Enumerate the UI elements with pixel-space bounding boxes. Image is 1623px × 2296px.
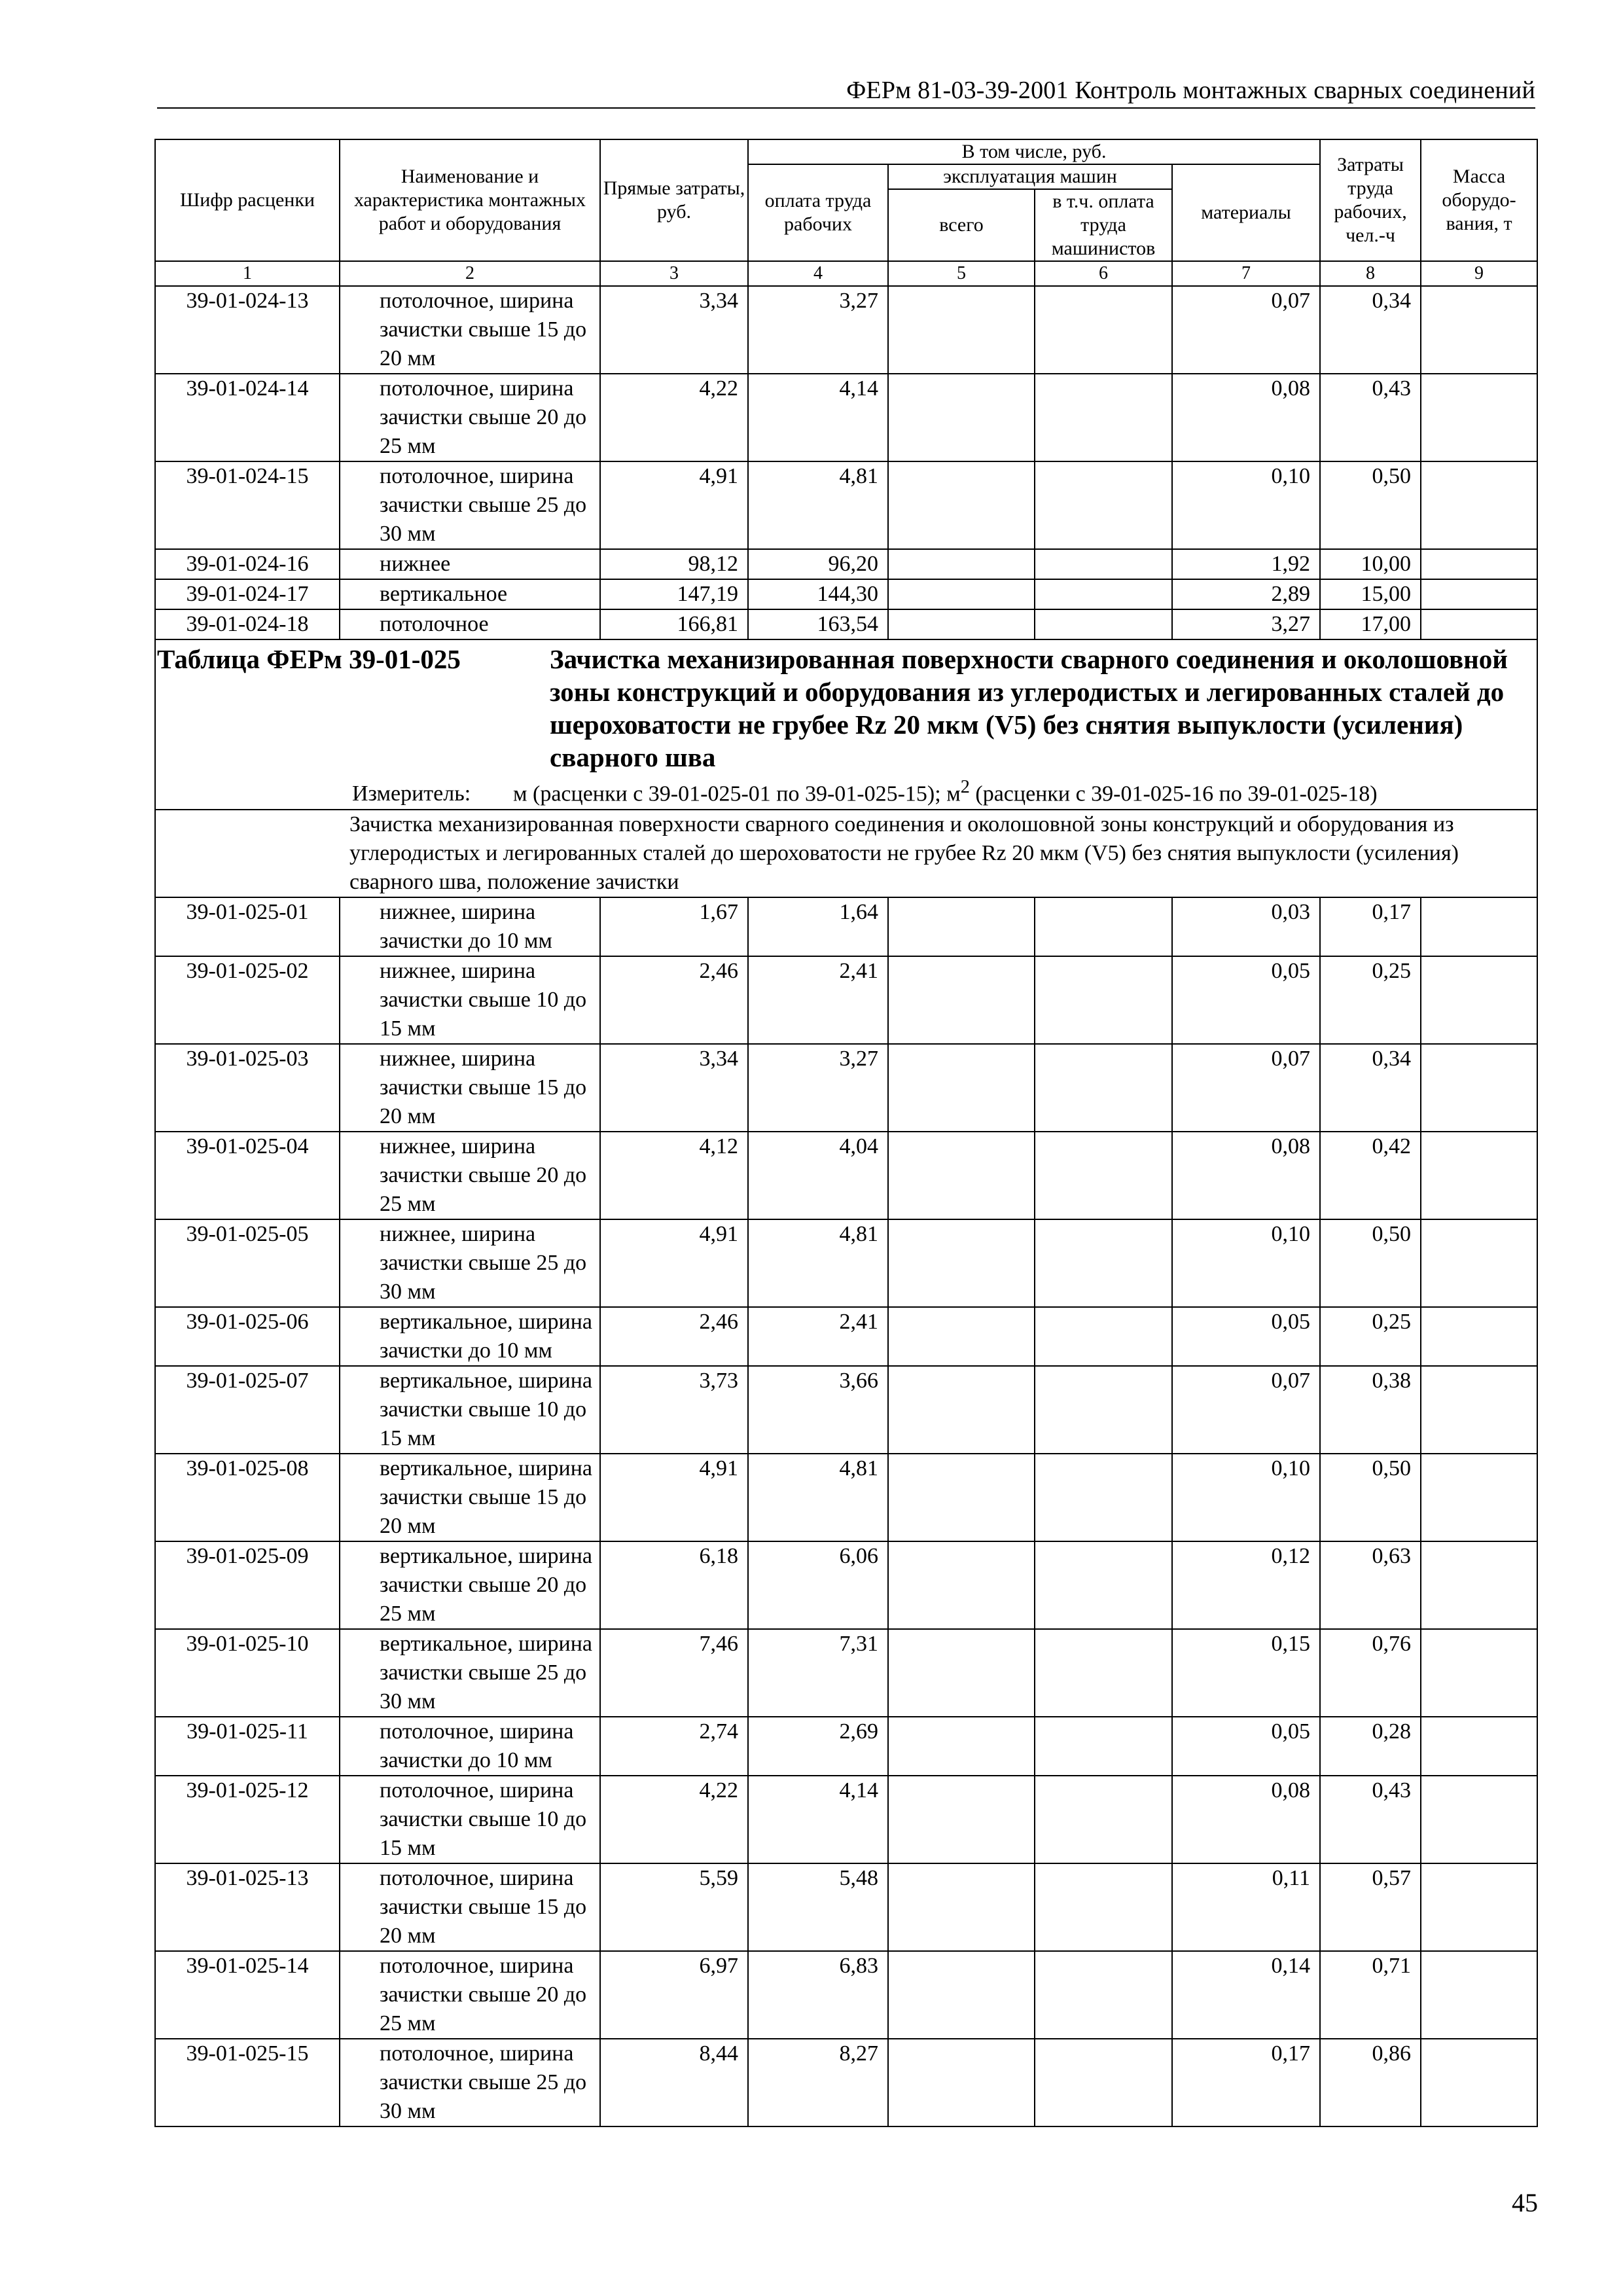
row-mass xyxy=(1421,579,1537,609)
row-machines-total xyxy=(888,1454,1035,1541)
row-labor-cost: 17,00 xyxy=(1320,609,1421,639)
row-labor-pay: 2,41 xyxy=(748,956,888,1044)
row-machinists-pay xyxy=(1035,1776,1172,1863)
row-labor-pay: 3,66 xyxy=(748,1366,888,1454)
row-name: нижнее, ширина зачистки свыше 25 до 30 мм xyxy=(340,1219,600,1307)
table-row xyxy=(155,374,1537,461)
table-row xyxy=(155,897,1537,956)
row-direct-cost: 4,91 xyxy=(600,1454,748,1541)
row-materials: 0,05 xyxy=(1172,1717,1320,1776)
row-labor-pay: 2,41 xyxy=(748,1307,888,1366)
row-name: вертикальное, ширина зачистки свыше 20 до 25 мм xyxy=(340,1541,600,1629)
row-direct-cost: 7,46 xyxy=(600,1629,748,1717)
row-machines-total xyxy=(888,897,1035,956)
row-machines-total xyxy=(888,579,1035,609)
row-mass xyxy=(1421,461,1537,549)
row-labor-cost: 0,42 xyxy=(1320,1132,1421,1219)
row-machines-total xyxy=(888,1541,1035,1629)
row-name: вертикальное, ширина зачистки до 10 мм xyxy=(340,1307,600,1366)
row-machinists-pay xyxy=(1035,609,1172,639)
row-name: потолочное, ширина зачистки свыше 25 до 30 мм xyxy=(340,2039,600,2126)
table-body-024 xyxy=(155,286,1537,639)
row-materials: 1,92 xyxy=(1172,549,1320,579)
row-labor-pay: 163,54 xyxy=(748,609,888,639)
col-number: 5 xyxy=(888,261,1035,286)
table-row xyxy=(155,549,1537,579)
page-header xyxy=(157,73,1535,109)
row-direct-cost: 6,97 xyxy=(600,1951,748,2039)
table-row xyxy=(155,1132,1537,1219)
col-labor-pay-header: оплата труда рабочих xyxy=(748,164,888,261)
row-materials: 2,89 xyxy=(1172,579,1320,609)
row-labor-pay: 8,27 xyxy=(748,2039,888,2126)
row-materials: 0,05 xyxy=(1172,1307,1320,1366)
table-row xyxy=(155,2039,1537,2126)
row-machinists-pay xyxy=(1035,374,1172,461)
row-machinists-pay xyxy=(1035,2039,1172,2126)
row-mass xyxy=(1421,609,1537,639)
table-025-heading xyxy=(155,639,1537,810)
row-machines-total xyxy=(888,1307,1035,1366)
row-materials: 0,11 xyxy=(1172,1863,1320,1951)
row-code: 39-01-025-11 xyxy=(155,1717,340,1776)
row-direct-cost: 2,74 xyxy=(600,1717,748,1776)
col-materials-header: материалы xyxy=(1172,164,1320,261)
measure-sup: 2 xyxy=(960,777,970,797)
table-row xyxy=(155,1307,1537,1366)
row-machinists-pay xyxy=(1035,1541,1172,1629)
row-labor-pay: 144,30 xyxy=(748,579,888,609)
row-mass xyxy=(1421,956,1537,1044)
row-name: нижнее xyxy=(340,549,600,579)
table-label: Таблица ФЕРм 39-01-025 xyxy=(157,644,461,674)
col-number: 2 xyxy=(340,261,600,286)
row-machines-total xyxy=(888,286,1035,374)
row-direct-cost: 4,91 xyxy=(600,461,748,549)
row-mass xyxy=(1421,2039,1537,2126)
col-number: 4 xyxy=(748,261,888,286)
group-description: Зачистка механизированная поверхности сварного соединения и околошовной зоны конструкций и оборудования из углеродистых и легированных сталей до шероховатости не грубее Rz 20 мкм (V5) без снятия выпуклости (усиления) сварного шва, положение зачистки xyxy=(155,810,1537,897)
row-materials: 3,27 xyxy=(1172,609,1320,639)
row-name: вертикальное, ширина зачистки свыше 10 до 15 мм xyxy=(340,1366,600,1454)
col-machines-total-header: всего xyxy=(888,189,1035,261)
row-machinists-pay xyxy=(1035,286,1172,374)
row-labor-pay: 5,48 xyxy=(748,1863,888,1951)
measure-unit xyxy=(156,774,1537,809)
table-025-block xyxy=(155,639,1537,897)
col-number: 8 xyxy=(1320,261,1421,286)
row-labor-cost: 0,43 xyxy=(1320,1776,1421,1863)
table-row xyxy=(155,286,1537,374)
table-row xyxy=(155,1717,1537,1776)
row-code: 39-01-024-17 xyxy=(155,579,340,609)
row-labor-pay: 6,06 xyxy=(748,1541,888,1629)
row-mass xyxy=(1421,897,1537,956)
row-labor-pay: 2,69 xyxy=(748,1717,888,1776)
row-mass xyxy=(1421,1219,1537,1307)
row-mass xyxy=(1421,1717,1537,1776)
row-machines-total xyxy=(888,1044,1035,1132)
row-machinists-pay xyxy=(1035,1132,1172,1219)
row-name: вертикальное, ширина зачистки свыше 25 до 30 мм xyxy=(340,1629,600,1717)
row-machinists-pay xyxy=(1035,1454,1172,1541)
col-labor-cost-header: Затраты труда рабочих, чел.-ч xyxy=(1320,139,1421,261)
row-direct-cost: 2,46 xyxy=(600,956,748,1044)
row-mass xyxy=(1421,1541,1537,1629)
row-mass xyxy=(1421,1629,1537,1717)
row-materials: 0,07 xyxy=(1172,1044,1320,1132)
row-direct-cost: 147,19 xyxy=(600,579,748,609)
row-machinists-pay xyxy=(1035,1366,1172,1454)
row-machinists-pay xyxy=(1035,1717,1172,1776)
row-machines-total xyxy=(888,956,1035,1044)
row-materials: 0,08 xyxy=(1172,374,1320,461)
row-code: 39-01-025-08 xyxy=(155,1454,340,1541)
row-machinists-pay xyxy=(1035,956,1172,1044)
row-machines-total xyxy=(888,461,1035,549)
col-number: 9 xyxy=(1421,261,1537,286)
row-labor-pay: 1,64 xyxy=(748,897,888,956)
col-number: 3 xyxy=(600,261,748,286)
row-labor-cost: 15,00 xyxy=(1320,579,1421,609)
row-name: потолочное, ширина зачистки свыше 15 до 20 мм xyxy=(340,1863,600,1951)
row-code: 39-01-024-18 xyxy=(155,609,340,639)
table-row xyxy=(155,1044,1537,1132)
row-code: 39-01-025-03 xyxy=(155,1044,340,1132)
row-machinists-pay xyxy=(1035,897,1172,956)
row-mass xyxy=(1421,1307,1537,1366)
table-row xyxy=(155,461,1537,549)
row-mass xyxy=(1421,1132,1537,1219)
row-code: 39-01-025-07 xyxy=(155,1366,340,1454)
row-name: потолочное, ширина зачистки до 10 мм xyxy=(340,1717,600,1776)
row-labor-pay: 4,81 xyxy=(748,461,888,549)
row-direct-cost: 4,91 xyxy=(600,1219,748,1307)
row-mass xyxy=(1421,286,1537,374)
row-code: 39-01-025-02 xyxy=(155,956,340,1044)
row-labor-cost: 0,50 xyxy=(1320,1454,1421,1541)
row-labor-pay: 4,14 xyxy=(748,1776,888,1863)
table-row xyxy=(155,1863,1537,1951)
row-machinists-pay xyxy=(1035,549,1172,579)
row-materials: 0,17 xyxy=(1172,2039,1320,2126)
row-direct-cost: 2,46 xyxy=(600,1307,748,1366)
row-mass xyxy=(1421,1454,1537,1541)
row-direct-cost: 166,81 xyxy=(600,609,748,639)
row-labor-cost: 0,63 xyxy=(1320,1541,1421,1629)
row-code: 39-01-025-05 xyxy=(155,1219,340,1307)
row-direct-cost: 5,59 xyxy=(600,1863,748,1951)
row-name: нижнее, ширина зачистки свыше 10 до 15 мм xyxy=(340,956,600,1044)
row-machinists-pay xyxy=(1035,1629,1172,1717)
row-name: вертикальное xyxy=(340,579,600,609)
row-machines-total xyxy=(888,1132,1035,1219)
column-number-row xyxy=(155,261,1537,286)
row-labor-cost: 0,28 xyxy=(1320,1717,1421,1776)
row-labor-cost: 10,00 xyxy=(1320,549,1421,579)
row-labor-pay: 4,81 xyxy=(748,1454,888,1541)
table-row xyxy=(155,609,1537,639)
row-materials: 0,10 xyxy=(1172,1454,1320,1541)
table-row xyxy=(155,1629,1537,1717)
row-machines-total xyxy=(888,1776,1035,1863)
row-labor-pay: 4,14 xyxy=(748,374,888,461)
row-code: 39-01-025-10 xyxy=(155,1629,340,1717)
row-direct-cost: 3,34 xyxy=(600,1044,748,1132)
col-machinists-pay-header: в т.ч. оплата труда машинистов xyxy=(1035,189,1172,261)
row-name: потолочное, ширина зачистки свыше 10 до 15 мм xyxy=(340,1776,600,1863)
row-materials: 0,10 xyxy=(1172,461,1320,549)
row-materials: 0,08 xyxy=(1172,1132,1320,1219)
row-machines-total xyxy=(888,1717,1035,1776)
row-mass xyxy=(1421,549,1537,579)
col-mass-header: Масса оборудо-вания, т xyxy=(1421,139,1537,261)
row-machinists-pay xyxy=(1035,1219,1172,1307)
row-name: потолочное, ширина зачистки свыше 25 до 30 мм xyxy=(340,461,600,549)
col-code-header: Шифр расценки xyxy=(155,139,340,261)
header-title: ФЕРм 81-03-39-2001 Контроль монтажных сварных соединений xyxy=(846,77,1535,104)
row-direct-cost: 3,73 xyxy=(600,1366,748,1454)
row-mass xyxy=(1421,1951,1537,2039)
col-including-header: В том числе, руб. xyxy=(748,139,1320,164)
row-labor-pay: 96,20 xyxy=(748,549,888,579)
row-labor-cost: 0,86 xyxy=(1320,2039,1421,2126)
row-machinists-pay xyxy=(1035,579,1172,609)
row-machines-total xyxy=(888,2039,1035,2126)
row-labor-pay: 4,04 xyxy=(748,1132,888,1219)
row-machines-total xyxy=(888,549,1035,579)
row-materials: 0,12 xyxy=(1172,1541,1320,1629)
row-direct-cost: 8,44 xyxy=(600,2039,748,2126)
row-code: 39-01-025-13 xyxy=(155,1863,340,1951)
table-row xyxy=(155,579,1537,609)
row-machinists-pay xyxy=(1035,1044,1172,1132)
table-row xyxy=(155,956,1537,1044)
row-code: 39-01-024-16 xyxy=(155,549,340,579)
row-direct-cost: 98,12 xyxy=(600,549,748,579)
row-direct-cost: 4,22 xyxy=(600,1776,748,1863)
row-direct-cost: 4,12 xyxy=(600,1132,748,1219)
row-code: 39-01-024-14 xyxy=(155,374,340,461)
table-title: Зачистка механизированная поверхности сварного соединения и околошовной зоны конструкций и оборудования из углеродистых и легированных сталей до шероховатости не грубее Rz 20 мкм (V5) без снятия выпуклости (усиления) сварного шва xyxy=(550,644,1508,772)
row-labor-pay: 4,81 xyxy=(748,1219,888,1307)
measure-text-2: (расценки с 39-01-025-16 по 39-01-025-18) xyxy=(969,781,1378,806)
row-code: 39-01-025-04 xyxy=(155,1132,340,1219)
row-mass xyxy=(1421,1863,1537,1951)
row-machines-total xyxy=(888,1951,1035,2039)
table-row xyxy=(155,1454,1537,1541)
row-name: нижнее, ширина зачистки до 10 мм xyxy=(340,897,600,956)
row-labor-pay: 3,27 xyxy=(748,286,888,374)
row-name: потолочное xyxy=(340,609,600,639)
page-number: 45 xyxy=(1512,2188,1538,2217)
row-machines-total xyxy=(888,1219,1035,1307)
row-labor-cost: 0,38 xyxy=(1320,1366,1421,1454)
rates-table xyxy=(154,139,1538,2127)
measure-text-1: м (расценки с 39-01-025-01 по 39-01-025-15); м xyxy=(513,781,961,806)
col-number: 1 xyxy=(155,261,340,286)
row-labor-cost: 0,25 xyxy=(1320,956,1421,1044)
table-row xyxy=(155,1541,1537,1629)
row-labor-cost: 0,34 xyxy=(1320,1044,1421,1132)
row-code: 39-01-024-13 xyxy=(155,286,340,374)
row-name: нижнее, ширина зачистки свыше 20 до 25 мм xyxy=(340,1132,600,1219)
row-code: 39-01-025-06 xyxy=(155,1307,340,1366)
row-name: нижнее, ширина зачистки свыше 15 до 20 мм xyxy=(340,1044,600,1132)
col-machines-header: эксплуатация машин xyxy=(888,164,1172,189)
row-machines-total xyxy=(888,1366,1035,1454)
row-code: 39-01-025-09 xyxy=(155,1541,340,1629)
row-labor-cost: 0,71 xyxy=(1320,1951,1421,2039)
row-machinists-pay xyxy=(1035,461,1172,549)
col-direct-header: Прямые затраты, руб. xyxy=(600,139,748,261)
row-direct-cost: 1,67 xyxy=(600,897,748,956)
row-materials: 0,14 xyxy=(1172,1951,1320,2039)
row-code: 39-01-024-15 xyxy=(155,461,340,549)
table-row xyxy=(155,1366,1537,1454)
row-labor-cost: 0,17 xyxy=(1320,897,1421,956)
row-machines-total xyxy=(888,609,1035,639)
row-labor-pay: 7,31 xyxy=(748,1629,888,1717)
row-mass xyxy=(1421,1366,1537,1454)
row-materials: 0,07 xyxy=(1172,286,1320,374)
row-labor-cost: 0,25 xyxy=(1320,1307,1421,1366)
row-code: 39-01-025-15 xyxy=(155,2039,340,2126)
table-body-025 xyxy=(155,897,1537,2126)
col-number: 7 xyxy=(1172,261,1320,286)
row-code: 39-01-025-14 xyxy=(155,1951,340,2039)
row-code: 39-01-025-01 xyxy=(155,897,340,956)
row-machines-total xyxy=(888,374,1035,461)
row-labor-cost: 0,57 xyxy=(1320,1863,1421,1951)
row-materials: 0,10 xyxy=(1172,1219,1320,1307)
row-name: потолочное, ширина зачистки свыше 20 до 25 мм xyxy=(340,1951,600,2039)
row-code: 39-01-025-12 xyxy=(155,1776,340,1863)
row-mass xyxy=(1421,1776,1537,1863)
row-materials: 0,05 xyxy=(1172,956,1320,1044)
row-labor-cost: 0,76 xyxy=(1320,1629,1421,1717)
col-number: 6 xyxy=(1035,261,1172,286)
row-materials: 0,08 xyxy=(1172,1776,1320,1863)
row-labor-cost: 0,50 xyxy=(1320,461,1421,549)
row-name: потолочное, ширина зачистки свыше 20 до 25 мм xyxy=(340,374,600,461)
row-labor-pay: 6,83 xyxy=(748,1951,888,2039)
row-machinists-pay xyxy=(1035,1863,1172,1951)
row-machines-total xyxy=(888,1629,1035,1717)
row-labor-cost: 0,34 xyxy=(1320,286,1421,374)
row-direct-cost: 4,22 xyxy=(600,374,748,461)
row-machines-total xyxy=(888,1863,1035,1951)
col-name-header: Наименование и характеристика монтажных работ и оборудования xyxy=(340,139,600,261)
row-labor-cost: 0,43 xyxy=(1320,374,1421,461)
table-row xyxy=(155,1951,1537,2039)
row-labor-cost: 0,50 xyxy=(1320,1219,1421,1307)
row-direct-cost: 3,34 xyxy=(600,286,748,374)
row-labor-pay: 3,27 xyxy=(748,1044,888,1132)
row-machinists-pay xyxy=(1035,1951,1172,2039)
row-materials: 0,03 xyxy=(1172,897,1320,956)
row-materials: 0,07 xyxy=(1172,1366,1320,1454)
row-direct-cost: 6,18 xyxy=(600,1541,748,1629)
measure-label: Измеритель: xyxy=(352,781,471,806)
row-name: потолочное, ширина зачистки свыше 15 до 20 мм xyxy=(340,286,600,374)
table-row xyxy=(155,1219,1537,1307)
row-materials: 0,15 xyxy=(1172,1629,1320,1717)
row-mass xyxy=(1421,1044,1537,1132)
row-machinists-pay xyxy=(1035,1307,1172,1366)
table-row xyxy=(155,1776,1537,1863)
row-mass xyxy=(1421,374,1537,461)
row-name: вертикальное, ширина зачистки свыше 15 до 20 мм xyxy=(340,1454,600,1541)
